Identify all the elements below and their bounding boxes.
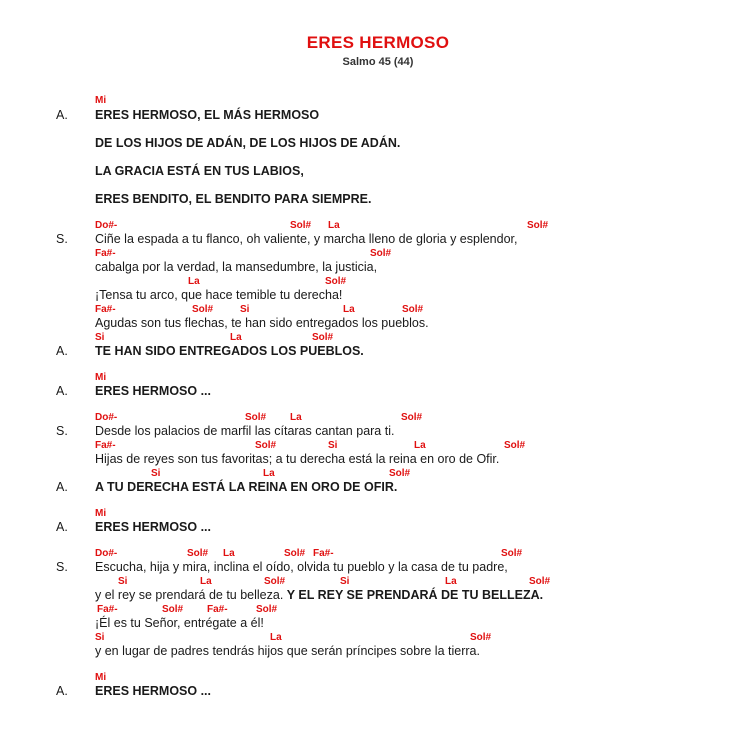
chord: Si — [340, 576, 350, 587]
chord: Do#- — [95, 412, 118, 423]
lyric-line — [0, 260, 756, 276]
chord: Sol# — [192, 304, 214, 315]
chord: Mi — [95, 672, 107, 683]
song-title: ERES HERMOSO — [306, 33, 450, 52]
lyric-text: Agudas son tus flechas, te han sido entregados los pueblos. — [95, 316, 429, 330]
lyric-text: cabalga por la verdad, la mansedumbre, la justicia, — [95, 260, 378, 274]
lyric-line — [0, 588, 756, 604]
chord: Do#- — [95, 220, 118, 231]
lyric-line — [0, 192, 756, 208]
chord: Si — [240, 304, 250, 315]
chord: Fa#- — [207, 604, 228, 615]
chord-row — [0, 412, 756, 424]
lyric-line — [0, 644, 756, 660]
chord-row — [0, 576, 756, 588]
section-label: A. — [56, 384, 68, 398]
chord: La — [230, 332, 242, 343]
chord: Mi — [95, 372, 107, 383]
lyric-line — [0, 480, 756, 496]
chord: Fa#- — [95, 248, 116, 259]
chord-row — [0, 548, 756, 560]
section-label: A. — [56, 344, 68, 358]
chord: La — [200, 576, 212, 587]
lyric-line — [0, 288, 756, 304]
lyric-line — [0, 384, 756, 400]
chord: Do#- — [95, 548, 118, 559]
chord-row — [0, 632, 756, 644]
lyric-text-response: Y EL REY SE PRENDARÁ DE TU BELLEZA. — [286, 588, 544, 602]
lyric-text: Hijas de reyes son tus favoritas; a tu derecha está la reina en oro de Ofir. — [95, 452, 500, 466]
chord-row — [0, 672, 756, 684]
chord: Mi — [95, 95, 107, 106]
lyric-text: A TU DERECHA ESTÁ LA REINA EN ORO DE OFIR. — [95, 480, 398, 494]
chord-row — [0, 276, 756, 288]
lyric-line — [0, 616, 756, 632]
chord: Sol# — [245, 412, 267, 423]
chord: La — [270, 632, 282, 643]
chord: Sol# — [389, 468, 411, 479]
chord: Sol# — [325, 276, 347, 287]
chord: La — [445, 576, 457, 587]
chord-row — [0, 248, 756, 260]
lyric-text: ERES HERMOSO ... — [95, 384, 211, 398]
chord: Si — [95, 332, 105, 343]
chord: Sol# — [264, 576, 286, 587]
chord: La — [414, 440, 426, 451]
lyric-text: Ciñe la espada a tu flanco, oh valiente, y marcha lleno de gloria y esplendor, — [95, 232, 518, 246]
lyric-text: ERES HERMOSO ... — [95, 520, 211, 534]
lyric-text: ¡Él es tu Señor, entrégate a él! — [95, 616, 264, 630]
lyric-text: ERES BENDITO, EL BENDITO PARA SIEMPRE. — [95, 192, 372, 206]
chord: Fa#- — [313, 548, 334, 559]
chord: La — [263, 468, 275, 479]
lyric-text — [95, 588, 543, 602]
chord: La — [343, 304, 355, 315]
chord: Sol# — [370, 248, 392, 259]
chord: Sol# — [529, 576, 551, 587]
lyric-line — [0, 344, 756, 360]
lyric-text: ERES HERMOSO ... — [95, 684, 211, 698]
chord: Fa#- — [95, 304, 116, 315]
chord-row — [0, 508, 756, 520]
chord: Sol# — [402, 304, 424, 315]
section-label: A. — [56, 684, 68, 698]
chord: Sol# — [527, 220, 549, 231]
chord: Fa#- — [95, 440, 116, 451]
chord-row — [0, 604, 756, 616]
chord: Sol# — [501, 548, 523, 559]
lyric-text: y en lugar de padres tendrás hijos que serán príncipes sobre la tierra. — [95, 644, 480, 658]
lyric-text: ¡Tensa tu arco, que hace temible tu derecha! — [95, 288, 343, 302]
section-label: A. — [56, 520, 68, 534]
chord: Sol# — [284, 548, 306, 559]
chord-row — [0, 468, 756, 480]
lyric-text: Desde los palacios de marfil las cítaras cantan para ti. — [95, 424, 395, 438]
lyric-text: DE LOS HIJOS DE ADÁN, DE LOS HIJOS DE ADÁN. — [95, 136, 401, 150]
chord: Sol# — [401, 412, 423, 423]
lyric-text: LA GRACIA ESTÁ EN TUS LABIOS, — [95, 164, 304, 178]
chord: Sol# — [256, 604, 278, 615]
section-label: S. — [56, 560, 68, 574]
lyric-line — [0, 684, 756, 700]
chord: Sol# — [255, 440, 277, 451]
song-subtitle: Salmo 45 (44) — [342, 56, 414, 68]
lyric-line — [0, 520, 756, 536]
chord: La — [328, 220, 340, 231]
chord-row — [0, 220, 756, 232]
chord: Sol# — [187, 548, 209, 559]
chord: Si — [151, 468, 161, 479]
section-label: S. — [56, 424, 68, 438]
chord: Sol# — [312, 332, 334, 343]
chord: La — [290, 412, 302, 423]
chord: Sol# — [162, 604, 184, 615]
lyric-text-solo: y el rey se prendará de tu belleza. — [95, 588, 284, 602]
lyric-line — [0, 316, 756, 332]
lyric-line — [0, 452, 756, 468]
lyric-text: Escucha, hija y mira, inclina el oído, olvida tu pueblo y la casa de tu padre, — [95, 560, 508, 574]
chord-row — [0, 440, 756, 452]
chord: Sol# — [504, 440, 526, 451]
chord-row — [0, 304, 756, 316]
lyric-line — [0, 164, 756, 180]
section-label: S. — [56, 232, 68, 246]
chord: Si — [95, 632, 105, 643]
chord-row — [0, 332, 756, 344]
chord: Mi — [95, 508, 107, 519]
chord: Si — [328, 440, 338, 451]
lyric-line — [0, 232, 756, 248]
lyric-line — [0, 424, 756, 440]
chord-row — [0, 372, 756, 384]
lyric-line — [0, 560, 756, 576]
chord: Si — [118, 576, 128, 587]
chord: Sol# — [470, 632, 492, 643]
section-label: A. — [56, 480, 68, 494]
lyric-text: TE HAN SIDO ENTREGADOS LOS PUEBLOS. — [95, 344, 364, 358]
lyric-line — [0, 108, 756, 124]
chord: Fa#- — [97, 604, 118, 615]
chord-row — [0, 95, 756, 107]
chord: La — [223, 548, 235, 559]
chord: La — [188, 276, 200, 287]
lyric-text: ERES HERMOSO, EL MÁS HERMOSO — [95, 108, 320, 122]
section-label: A. — [56, 108, 68, 122]
chord: Sol# — [290, 220, 312, 231]
lyric-line — [0, 136, 756, 152]
